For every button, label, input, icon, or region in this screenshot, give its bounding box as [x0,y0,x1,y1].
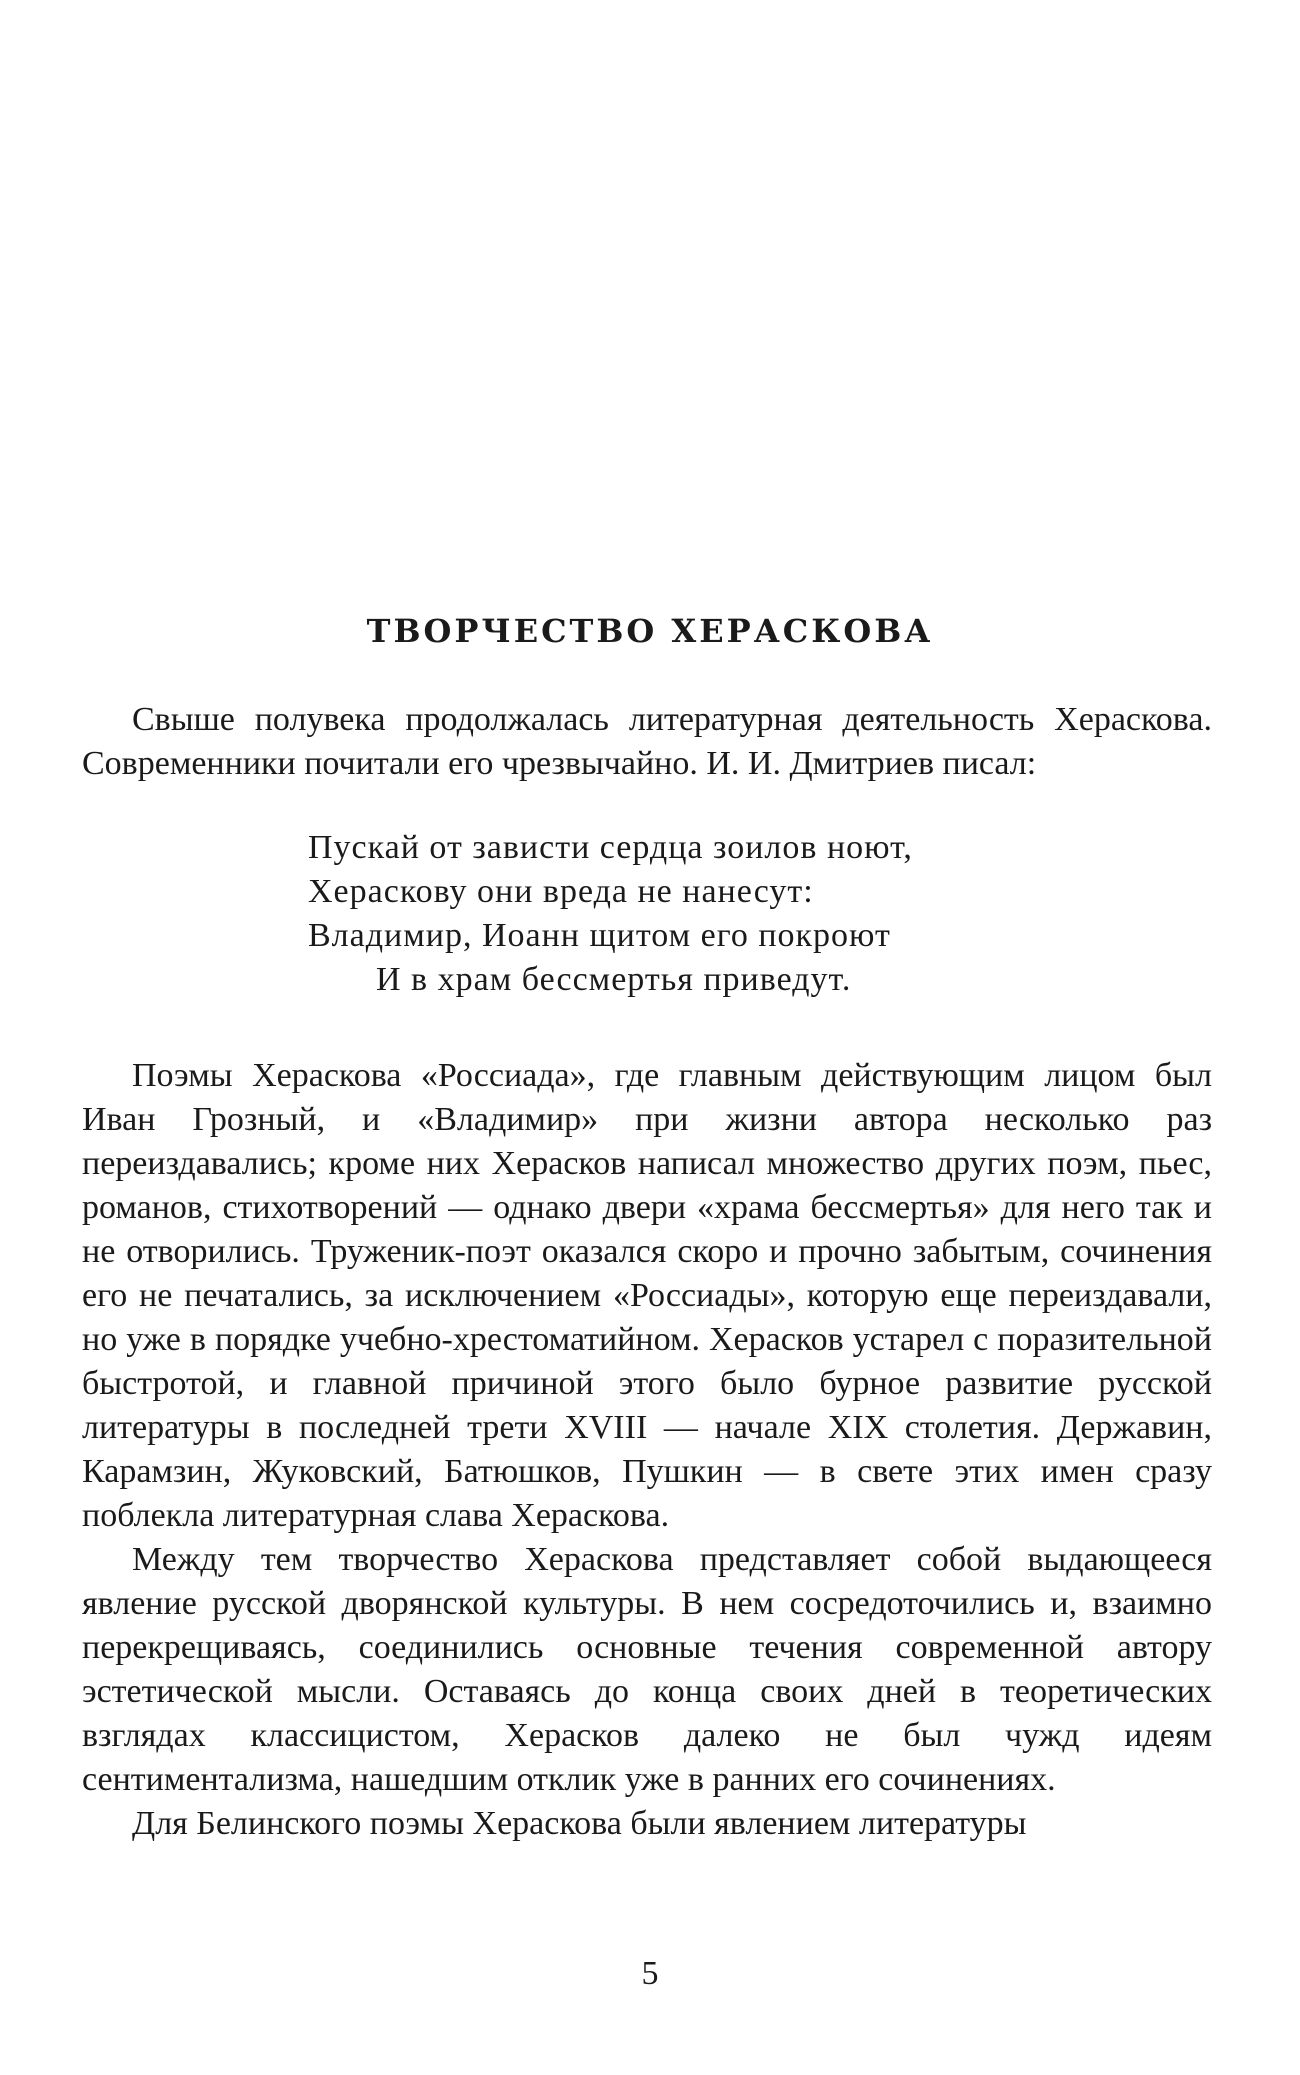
intro-paragraph-block [82,698,1212,786]
body-paragraph: Для Белинского поэмы Хераскова были явлением литературы [132,1805,1027,1842]
body-paragraph: Поэмы Хераскова «Россиада», где главным действующим лицом был Иван Грозный, и «Владимир» при жизни автора несколько раз переиздавались; кроме них Херасков написал множество других поэм, пьес, романов, стихотворений — однако двери «храма бессмертья» для него так и не отворились. Труженик-поэт оказался скоро и прочно забытым, сочинения его не печатались, за исключением «Россиады», которую еще переиздавали, но уже в порядке учебно-хрестоматийном. Херасков устарел с поразительной быстротой, и главной причиной этого было бурное развитие русской литературы в последней трети XVIII — начале XIX столетия. Державин, Карамзин, Жуковский, Батюшков, Пушкин — в свете этих имен сразу поблекла литературная слава Хераскова. [82,1057,1212,1534]
body-text [82,1054,1212,1846]
chapter-title: ТВОРЧЕСТВО ХЕРАСКОВА [366,612,934,650]
page-number: 5 [641,1955,659,1992]
verse-quote [308,826,1068,1002]
verse-line: Пускай от зависти сердца зоилов ноют, [308,829,913,866]
verse-line: Хераскову они вреда не нанесут: [308,873,814,910]
verse-line: Владимир, Иоанн щитом его покроют [308,917,891,954]
body-paragraph: Между тем творчество Хераскова представляет собой выдающееся явление русской дворянской культуры. В нем сосредоточились и, взаимно перекрещиваясь, соединились основные течения современной автору эстетической мысли. Оставаясь до конца своих дней в теоретических взглядах классицистом, Херасков далеко не был чужд идеям сентиментализма, нашедшим отклик уже в ранних его сочинениях. [82,1541,1212,1798]
verse-line: И в храм бессмертья приведут. [376,961,852,998]
intro-paragraph: Свыше полувека продолжалась литературная деятельность Хераскова. Современники почитали его чрезвычайно. И. И. Дмитриев писал: [82,701,1212,782]
